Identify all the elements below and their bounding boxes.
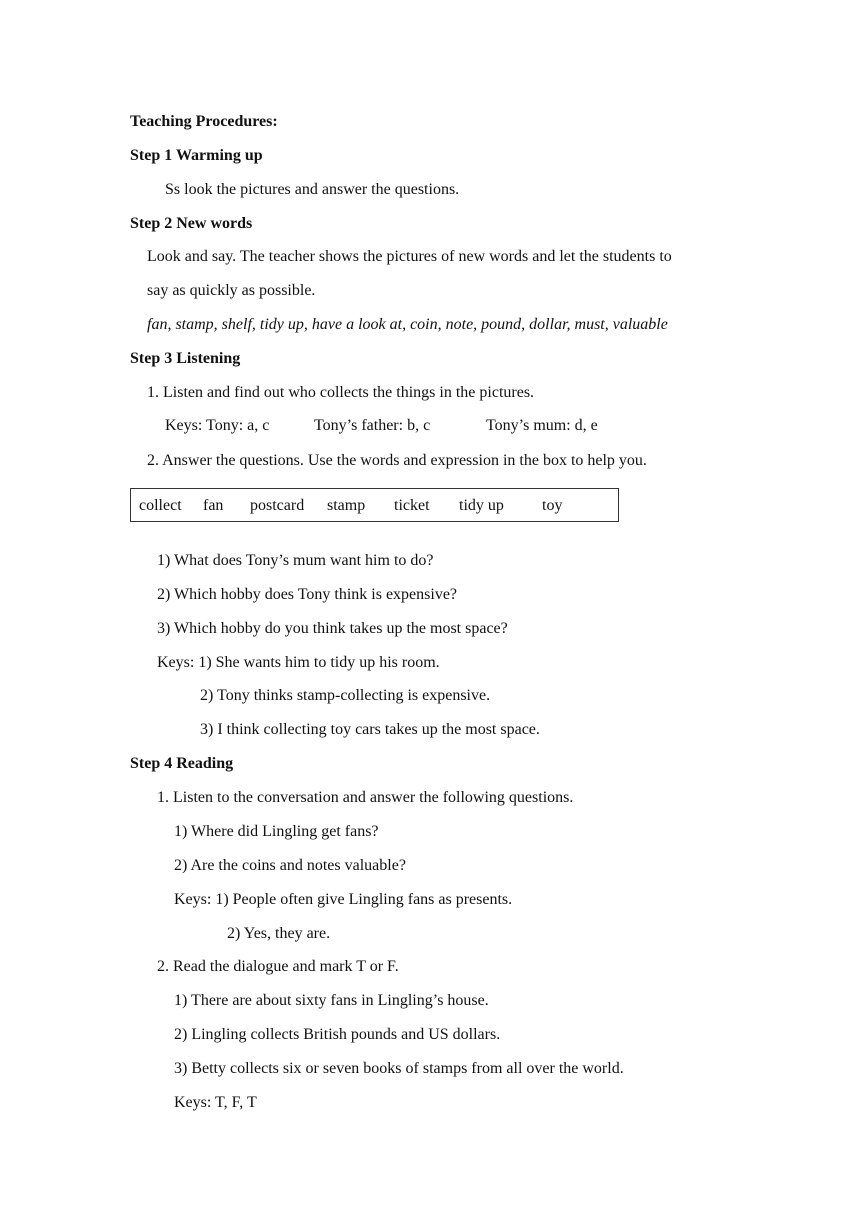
step4-keys2: Keys: T, F, T	[174, 1094, 257, 1111]
step3-key: 2) Tony thinks stamp-collecting is expensive.	[200, 687, 491, 704]
step3-keys1-tony: Keys: Tony: a, c	[165, 417, 270, 434]
step4-heading: Step 4 Reading	[130, 755, 234, 772]
step4-key: Keys: 1) People often give Lingling fans as presents.	[174, 891, 513, 908]
step4-task2: 2. Read the dialogue and mark T or F.	[157, 958, 399, 975]
step3-keys1-father: Tony’s father: b, c	[314, 417, 431, 434]
box-word: postcard	[250, 497, 305, 514]
step4-key: 2) Yes, they are.	[227, 925, 331, 942]
box-word: ticket	[394, 497, 430, 514]
step4-question: 1) Where did Lingling get fans?	[174, 823, 379, 840]
step3-task2: 2. Answer the questions. Use the words and expression in the box to help you.	[147, 452, 647, 469]
step3-question: 1) What does Tony’s mum want him to do?	[157, 552, 434, 569]
step4-statement: 2) Lingling collects British pounds and US dollars.	[174, 1026, 501, 1043]
step2-heading: Step 2 New words	[130, 215, 253, 232]
step1-heading: Step 1 Warming up	[130, 147, 263, 164]
step1-text: Ss look the pictures and answer the questions.	[165, 181, 460, 198]
box-word: tidy up	[459, 497, 504, 514]
page-title: Teaching Procedures:	[130, 113, 278, 130]
step4-statement: 1) There are about sixty fans in Lingling’s house.	[174, 992, 489, 1009]
step3-task1: 1. Listen and find out who collects the things in the pictures.	[147, 384, 535, 401]
step2-word-list: fan, stamp, shelf, tidy up, have a look at, coin, note, pound, dollar, must, valuable	[147, 316, 668, 333]
step3-heading: Step 3 Listening	[130, 350, 241, 367]
step3-question: 3) Which hobby do you think takes up the most space?	[157, 620, 508, 637]
word-box	[130, 488, 619, 522]
step4-task1: 1. Listen to the conversation and answer the following questions.	[157, 789, 574, 806]
step4-statement: 3) Betty collects six or seven books of stamps from all over the world.	[174, 1060, 624, 1077]
box-word: collect	[139, 497, 182, 514]
box-word: toy	[542, 497, 563, 514]
box-word: stamp	[327, 497, 366, 514]
step3-question: 2) Which hobby does Tony think is expensive?	[157, 586, 458, 603]
step2-text-line2: say as quickly as possible.	[147, 282, 316, 299]
step3-key: 3) I think collecting toy cars takes up the most space.	[200, 721, 540, 738]
step4-question: 2) Are the coins and notes valuable?	[174, 857, 406, 874]
box-word: fan	[203, 497, 224, 514]
step3-keys1-mum: Tony’s mum: d, e	[486, 417, 598, 434]
step3-key: Keys: 1) She wants him to tidy up his room.	[157, 654, 440, 671]
step2-text-line1: Look and say. The teacher shows the pictures of new words and let the students to	[147, 248, 672, 265]
